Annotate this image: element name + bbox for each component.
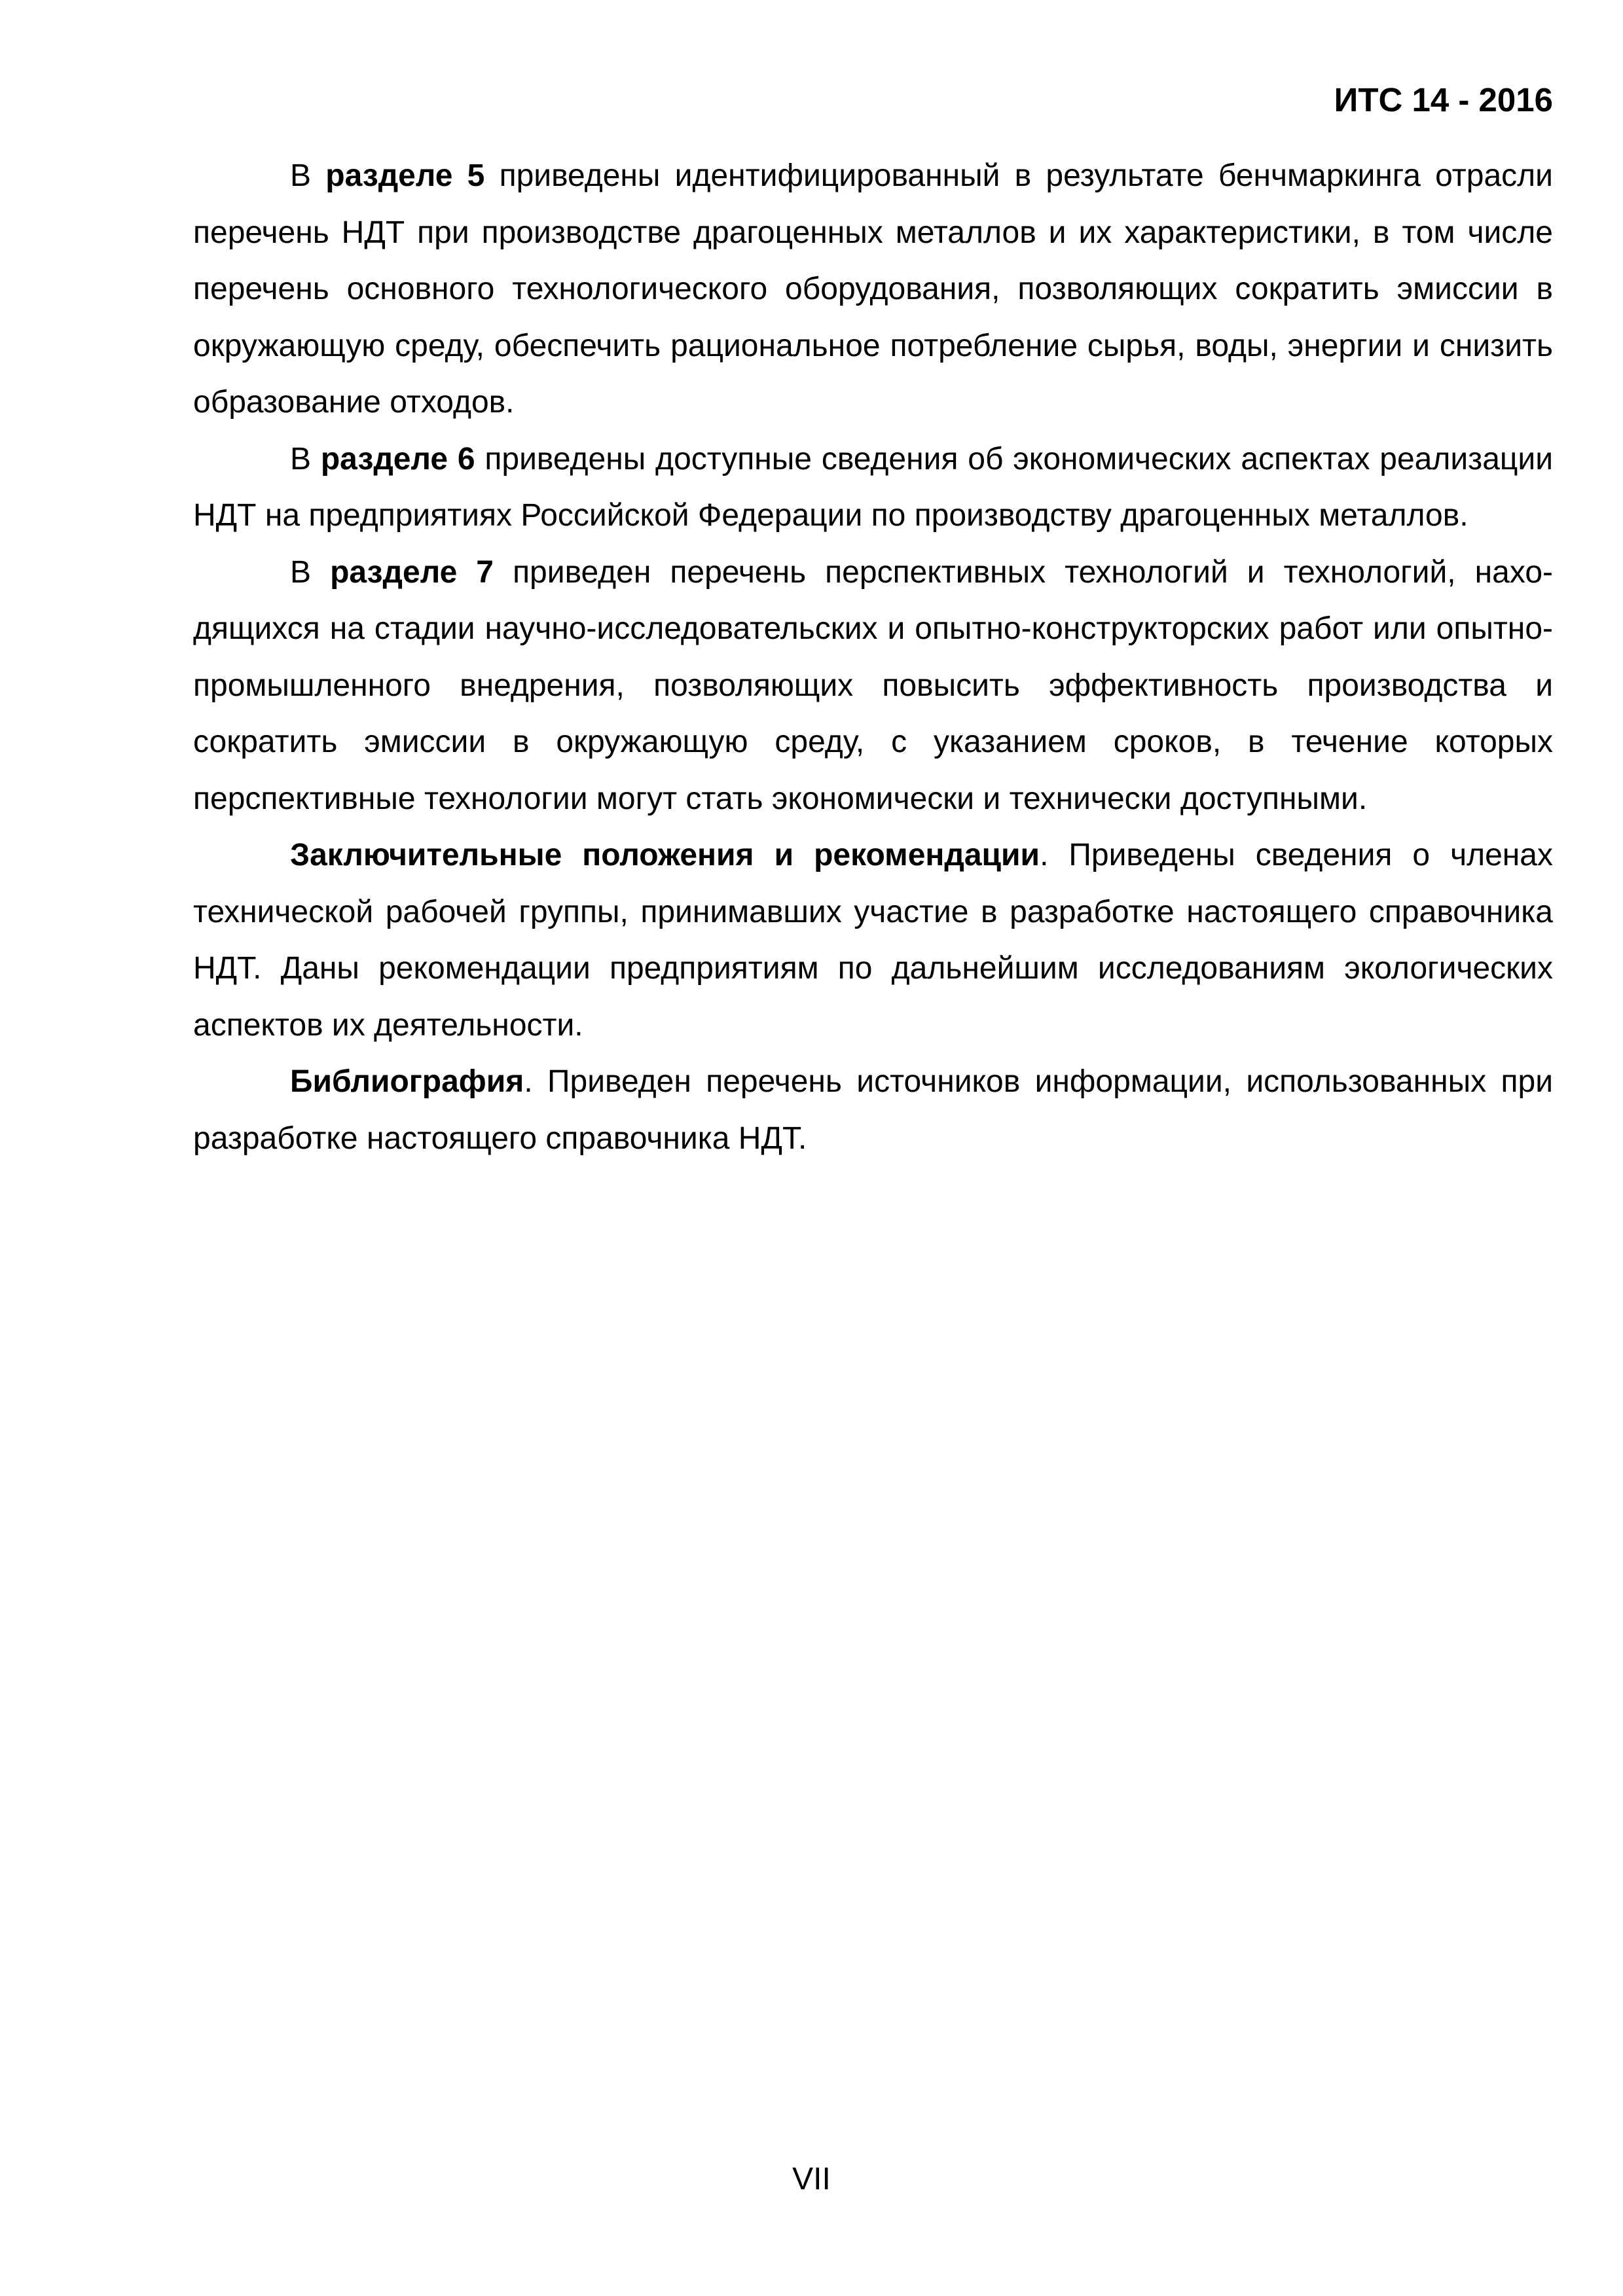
paragraph-text: приведен перечень перспективных технологий и технологий, находящихся на стадии научно-исследовательских и опытно-конструкторских работ или опытно-промышленного внедрения, позволяющих повысить эффективность производства и сократить эмиссии в окружающую среду, с указанием сроков, в течение которых перспективные технологии могут стать экономически и технически доступными.	[193, 554, 1554, 816]
paragraph-conclusions	[193, 827, 1553, 1054]
paragraph-section-6	[193, 431, 1553, 545]
section-5-reference: разделе 5	[325, 158, 485, 193]
paragraph-section-5	[193, 148, 1553, 431]
paragraph-lead-plain: В	[290, 441, 321, 476]
paragraph-text: . Приведены сведения о членах технической рабочей группы, принимавших участие в разработке настоящего справочника НДТ. Даны рекомендации предприятиям по дальнейшим исследованиям экологических аспектов их деятельности.	[193, 838, 1554, 1043]
bibliography-heading: Библиография	[290, 1064, 524, 1099]
paragraph-section-7	[193, 545, 1553, 828]
section-7-reference: разделе 7	[330, 554, 494, 590]
paragraph-text: приведены доступные сведения об экономических аспектах реализации НДТ на предприятиях Российской Федерации по производству драгоценных металлов.	[193, 441, 1554, 533]
section-6-reference: разделе 6	[320, 441, 475, 476]
page-number: VII	[792, 2162, 831, 2197]
conclusions-heading: Заключительные положения и рекомендации	[290, 838, 1040, 872]
paragraph-bibliography	[193, 1054, 1553, 1167]
paragraph-text: приведены идентифицированный в результате бенчмаркинга отрасли перечень НДТ при производстве драгоценных металлов и их характеристики, в том числе перечень основного технологического оборудования, позволяющих сократить эмиссии в окружающую среду, обеспечить рациональное потребление сырья, воды, энергии и снизить образование отходов.	[193, 158, 1553, 420]
paragraph-lead-plain: В	[290, 554, 331, 590]
document-body	[193, 148, 1553, 1167]
document-code-header: ИТС 14 - 2016	[1334, 81, 1553, 118]
paragraph-lead-plain: В	[290, 158, 326, 193]
paragraph-text: . Приведен перечень источников информации, использованных при разработке настоящего справочника НДТ.	[193, 1064, 1553, 1156]
